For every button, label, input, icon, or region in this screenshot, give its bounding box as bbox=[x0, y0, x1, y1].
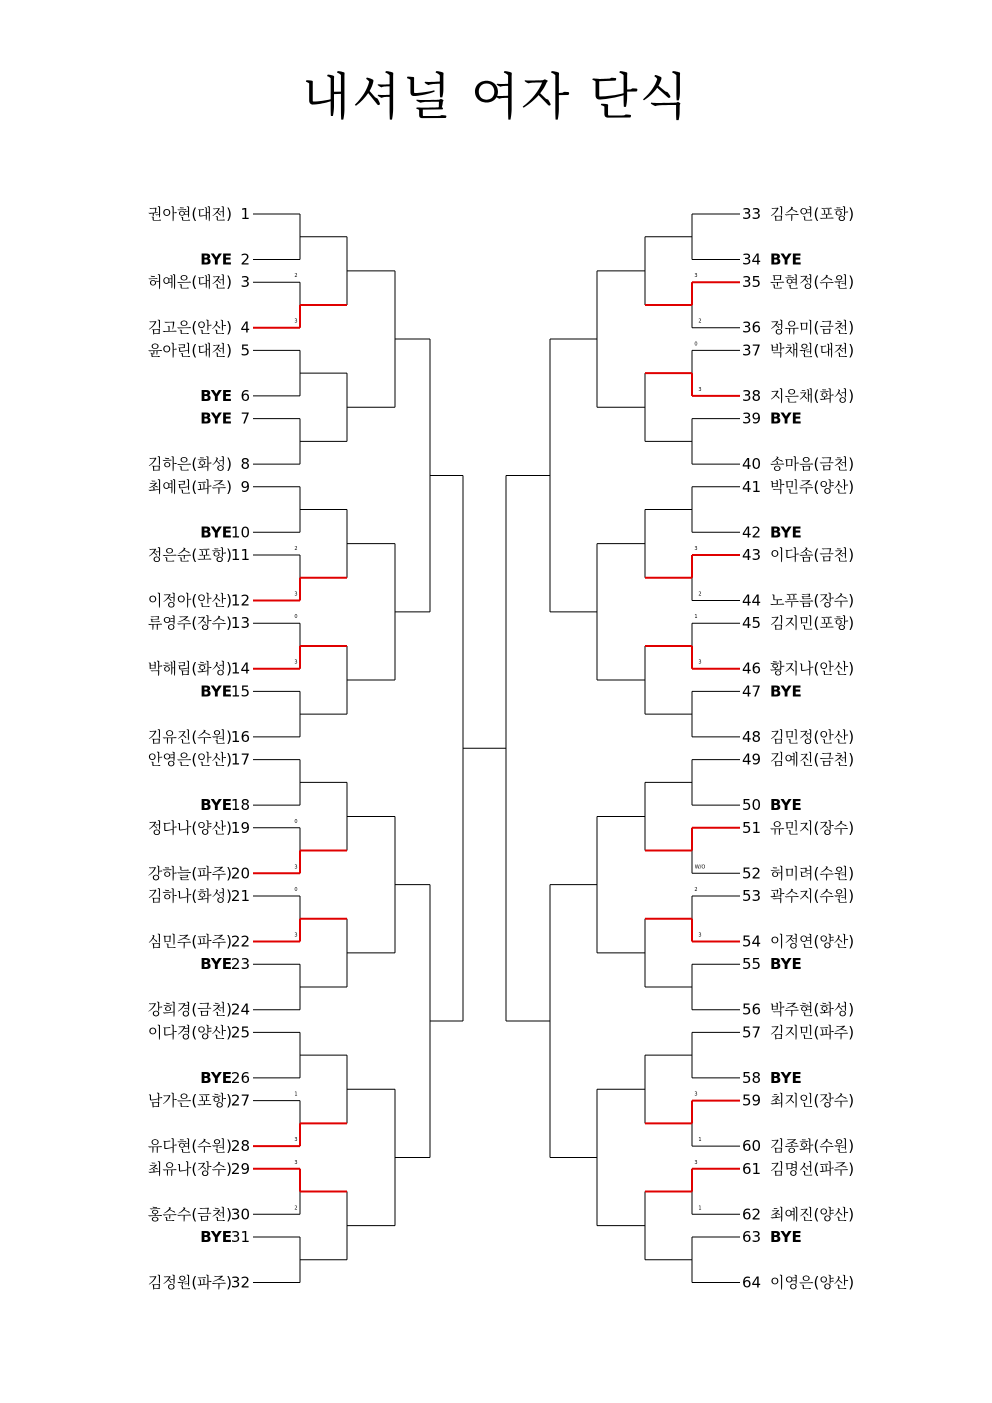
seed-number: 3 bbox=[240, 273, 250, 292]
seed-number: 1 bbox=[240, 205, 250, 223]
bye-label: BYE bbox=[200, 523, 232, 542]
seed-number: 45 bbox=[742, 614, 762, 633]
seed-number: 16 bbox=[230, 727, 250, 746]
player-name: 박해림(화성) bbox=[147, 659, 232, 678]
seed-number: 42 bbox=[742, 523, 762, 542]
seed-number: 4 bbox=[240, 318, 250, 337]
seed-number: 58 bbox=[742, 1068, 762, 1087]
seed-number: 53 bbox=[742, 887, 762, 905]
set-score: 2 bbox=[294, 546, 298, 552]
seed-number: 31 bbox=[230, 1228, 250, 1246]
seed-number: 26 bbox=[230, 1068, 250, 1087]
set-score: 3 bbox=[294, 318, 298, 325]
set-score: 1 bbox=[694, 614, 698, 621]
seed-number: 63 bbox=[742, 1228, 762, 1246]
bye-label: BYE bbox=[200, 409, 232, 428]
seed-number: 48 bbox=[742, 727, 762, 746]
seed-number: 33 bbox=[742, 205, 762, 223]
bye-label: BYE bbox=[200, 386, 232, 405]
bye-label: BYE bbox=[770, 250, 802, 269]
seed-number: 23 bbox=[230, 955, 250, 974]
player-name: 김수연(포항) bbox=[770, 205, 855, 223]
seed-number: 24 bbox=[230, 1000, 250, 1019]
player-name: 박주현(화성) bbox=[770, 1000, 855, 1019]
seed-number: 46 bbox=[742, 659, 762, 678]
seed-number: 12 bbox=[230, 591, 250, 610]
player-name: 김유진(수원) bbox=[147, 727, 232, 746]
seed-number: 8 bbox=[240, 455, 250, 474]
player-name: 정다나(양산) bbox=[147, 818, 232, 837]
player-name: 안영은(안산) bbox=[147, 750, 232, 769]
seed-number: 27 bbox=[230, 1091, 250, 1110]
player-name: 김종화(수원) bbox=[770, 1137, 855, 1156]
set-score: 1 bbox=[698, 1137, 702, 1144]
seed-number: 40 bbox=[742, 455, 762, 474]
seed-number: 50 bbox=[742, 796, 762, 815]
seed-number: 60 bbox=[742, 1137, 762, 1156]
player-name: 김지민(파주) bbox=[770, 1023, 855, 1042]
seed-number: 62 bbox=[742, 1205, 762, 1224]
set-score: 3 bbox=[694, 546, 698, 552]
player-name: 이다솜(금천) bbox=[770, 546, 855, 564]
set-score: 3 bbox=[294, 932, 298, 939]
seed-number: 61 bbox=[742, 1159, 762, 1178]
seed-number: 21 bbox=[230, 887, 250, 905]
player-name: 류영주(장수) bbox=[147, 614, 232, 633]
player-name: 김민정(안산) bbox=[770, 727, 855, 746]
player-name: 강희경(금천) bbox=[147, 1000, 232, 1019]
set-score: 3 bbox=[294, 864, 298, 871]
set-score: 3 bbox=[294, 1159, 298, 1166]
player-name: 노푸름(장수) bbox=[770, 591, 855, 610]
player-name: 최예린(파주) bbox=[147, 477, 232, 496]
seed-number: 5 bbox=[240, 341, 250, 360]
set-score: 1 bbox=[294, 1091, 298, 1098]
set-score: 3 bbox=[694, 273, 698, 280]
player-name: 김정원(파주) bbox=[147, 1273, 232, 1292]
set-score: 3 bbox=[698, 932, 702, 939]
bye-label: BYE bbox=[770, 1068, 802, 1087]
player-name: 유다현(수원) bbox=[147, 1137, 232, 1156]
seed-number: 32 bbox=[230, 1273, 250, 1292]
seed-number: 18 bbox=[230, 796, 250, 815]
set-score: 3 bbox=[694, 1091, 698, 1098]
player-name: 곽수지(수원) bbox=[770, 887, 855, 905]
seed-number: 28 bbox=[230, 1137, 250, 1156]
player-name: 박채원(대전) bbox=[770, 341, 855, 360]
player-name: 최지인(장수) bbox=[770, 1091, 855, 1110]
player-name: 이영은(양산) bbox=[770, 1273, 855, 1292]
player-name: 김지민(포항) bbox=[770, 614, 855, 633]
player-name: 최예진(양산) bbox=[770, 1205, 855, 1224]
player-name: 정은순(포항) bbox=[147, 546, 232, 564]
seed-number: 2 bbox=[240, 250, 250, 269]
set-score: 3 bbox=[294, 591, 298, 598]
player-name: 심민주(파주) bbox=[147, 932, 232, 951]
set-score: 2 bbox=[294, 1205, 298, 1212]
set-score: 3 bbox=[698, 386, 702, 393]
set-score: 1 bbox=[698, 1205, 702, 1212]
bye-label: BYE bbox=[770, 796, 802, 815]
set-score: 0 bbox=[294, 614, 298, 621]
player-name: 강하늘(파주) bbox=[147, 864, 232, 883]
seed-number: 13 bbox=[230, 614, 250, 633]
player-name: 최유나(장수) bbox=[147, 1159, 232, 1178]
player-name: 송마음(금천) bbox=[770, 455, 855, 474]
seed-number: 55 bbox=[742, 955, 762, 974]
seed-number: 38 bbox=[742, 386, 762, 405]
player-name: 김하은(화성) bbox=[147, 455, 232, 474]
set-score: 2 bbox=[294, 273, 298, 280]
player-name: 홍순수(금천) bbox=[147, 1205, 232, 1224]
bye-label: BYE bbox=[200, 955, 232, 974]
seed-number: 30 bbox=[230, 1205, 250, 1224]
seed-number: 43 bbox=[742, 546, 762, 564]
player-name: 이정아(안산) bbox=[147, 591, 232, 610]
seed-number: 49 bbox=[742, 750, 762, 769]
seed-number: 17 bbox=[230, 750, 250, 769]
player-name: 박민주(양산) bbox=[770, 477, 855, 496]
seed-number: 9 bbox=[240, 477, 250, 496]
bye-label: BYE bbox=[770, 409, 802, 428]
bye-label: BYE bbox=[200, 1228, 232, 1246]
player-name: 권아현(대전) bbox=[147, 205, 232, 223]
bye-label: BYE bbox=[770, 955, 802, 974]
player-name: 정유미(금천) bbox=[770, 318, 855, 337]
set-score: 0 bbox=[294, 887, 298, 893]
seed-number: 57 bbox=[742, 1023, 762, 1042]
seed-number: 36 bbox=[742, 318, 762, 337]
player-name: 김하나(화성) bbox=[147, 887, 232, 905]
seed-number: 19 bbox=[230, 818, 250, 837]
player-name: 허미려(수원) bbox=[770, 864, 855, 883]
player-name: 이정연(양산) bbox=[770, 932, 855, 951]
seed-number: 34 bbox=[742, 250, 762, 269]
seed-number: 22 bbox=[230, 932, 250, 951]
seed-number: 7 bbox=[240, 409, 250, 428]
seed-number: 14 bbox=[230, 659, 250, 678]
set-score: 2 bbox=[694, 887, 698, 893]
set-score: 2 bbox=[698, 318, 702, 325]
player-name: 남가은(포항) bbox=[147, 1091, 232, 1110]
seed-number: 47 bbox=[742, 682, 762, 701]
set-score: 3 bbox=[294, 659, 298, 666]
seed-number: 15 bbox=[230, 682, 250, 701]
player-name: 김고은(안산) bbox=[147, 318, 232, 337]
bye-label: BYE bbox=[770, 523, 802, 542]
seed-number: 52 bbox=[742, 864, 762, 883]
player-name: 유민지(장수) bbox=[770, 818, 855, 837]
seed-number: 10 bbox=[230, 523, 250, 542]
player-name: 황지나(안산) bbox=[770, 659, 855, 678]
seed-number: 29 bbox=[230, 1159, 250, 1178]
set-score: 3 bbox=[694, 1159, 698, 1166]
seed-number: 11 bbox=[230, 546, 250, 564]
seed-number: 44 bbox=[742, 591, 762, 610]
bye-label: BYE bbox=[770, 1228, 802, 1246]
set-score: 3 bbox=[294, 1137, 298, 1144]
seed-number: 6 bbox=[240, 386, 250, 405]
bye-label: BYE bbox=[200, 250, 232, 269]
set-score: 3 bbox=[698, 659, 702, 666]
seed-number: 25 bbox=[230, 1023, 250, 1042]
seed-number: 35 bbox=[742, 273, 762, 292]
set-score: 0 bbox=[694, 341, 698, 348]
player-name: 허예은(대전) bbox=[147, 273, 232, 292]
seed-number: 37 bbox=[742, 341, 762, 360]
seed-number: 51 bbox=[742, 818, 762, 837]
set-score: 0 bbox=[294, 818, 298, 825]
seed-number: 41 bbox=[742, 477, 762, 496]
seed-number: 56 bbox=[742, 1000, 762, 1019]
bye-label: BYE bbox=[200, 1068, 232, 1087]
set-score: W/O bbox=[694, 864, 706, 871]
player-name: 김명선(파주) bbox=[770, 1159, 855, 1178]
seed-number: 20 bbox=[230, 864, 250, 883]
player-name: 지은채(화성) bbox=[770, 386, 855, 405]
seed-number: 64 bbox=[742, 1273, 762, 1292]
bye-label: BYE bbox=[200, 682, 232, 701]
seed-number: 59 bbox=[742, 1091, 762, 1110]
page-title: 내셔널 여자 단식 bbox=[302, 68, 690, 126]
player-name: 윤아린(대전) bbox=[147, 341, 232, 360]
player-name: 문현정(수원) bbox=[770, 273, 855, 292]
bye-label: BYE bbox=[200, 796, 232, 815]
seed-number: 39 bbox=[742, 409, 762, 428]
set-score: 2 bbox=[698, 591, 702, 598]
bye-label: BYE bbox=[770, 682, 802, 701]
player-name: 이다경(양산) bbox=[147, 1023, 232, 1042]
seed-number: 54 bbox=[742, 932, 762, 951]
player-name: 김예진(금천) bbox=[770, 750, 855, 769]
